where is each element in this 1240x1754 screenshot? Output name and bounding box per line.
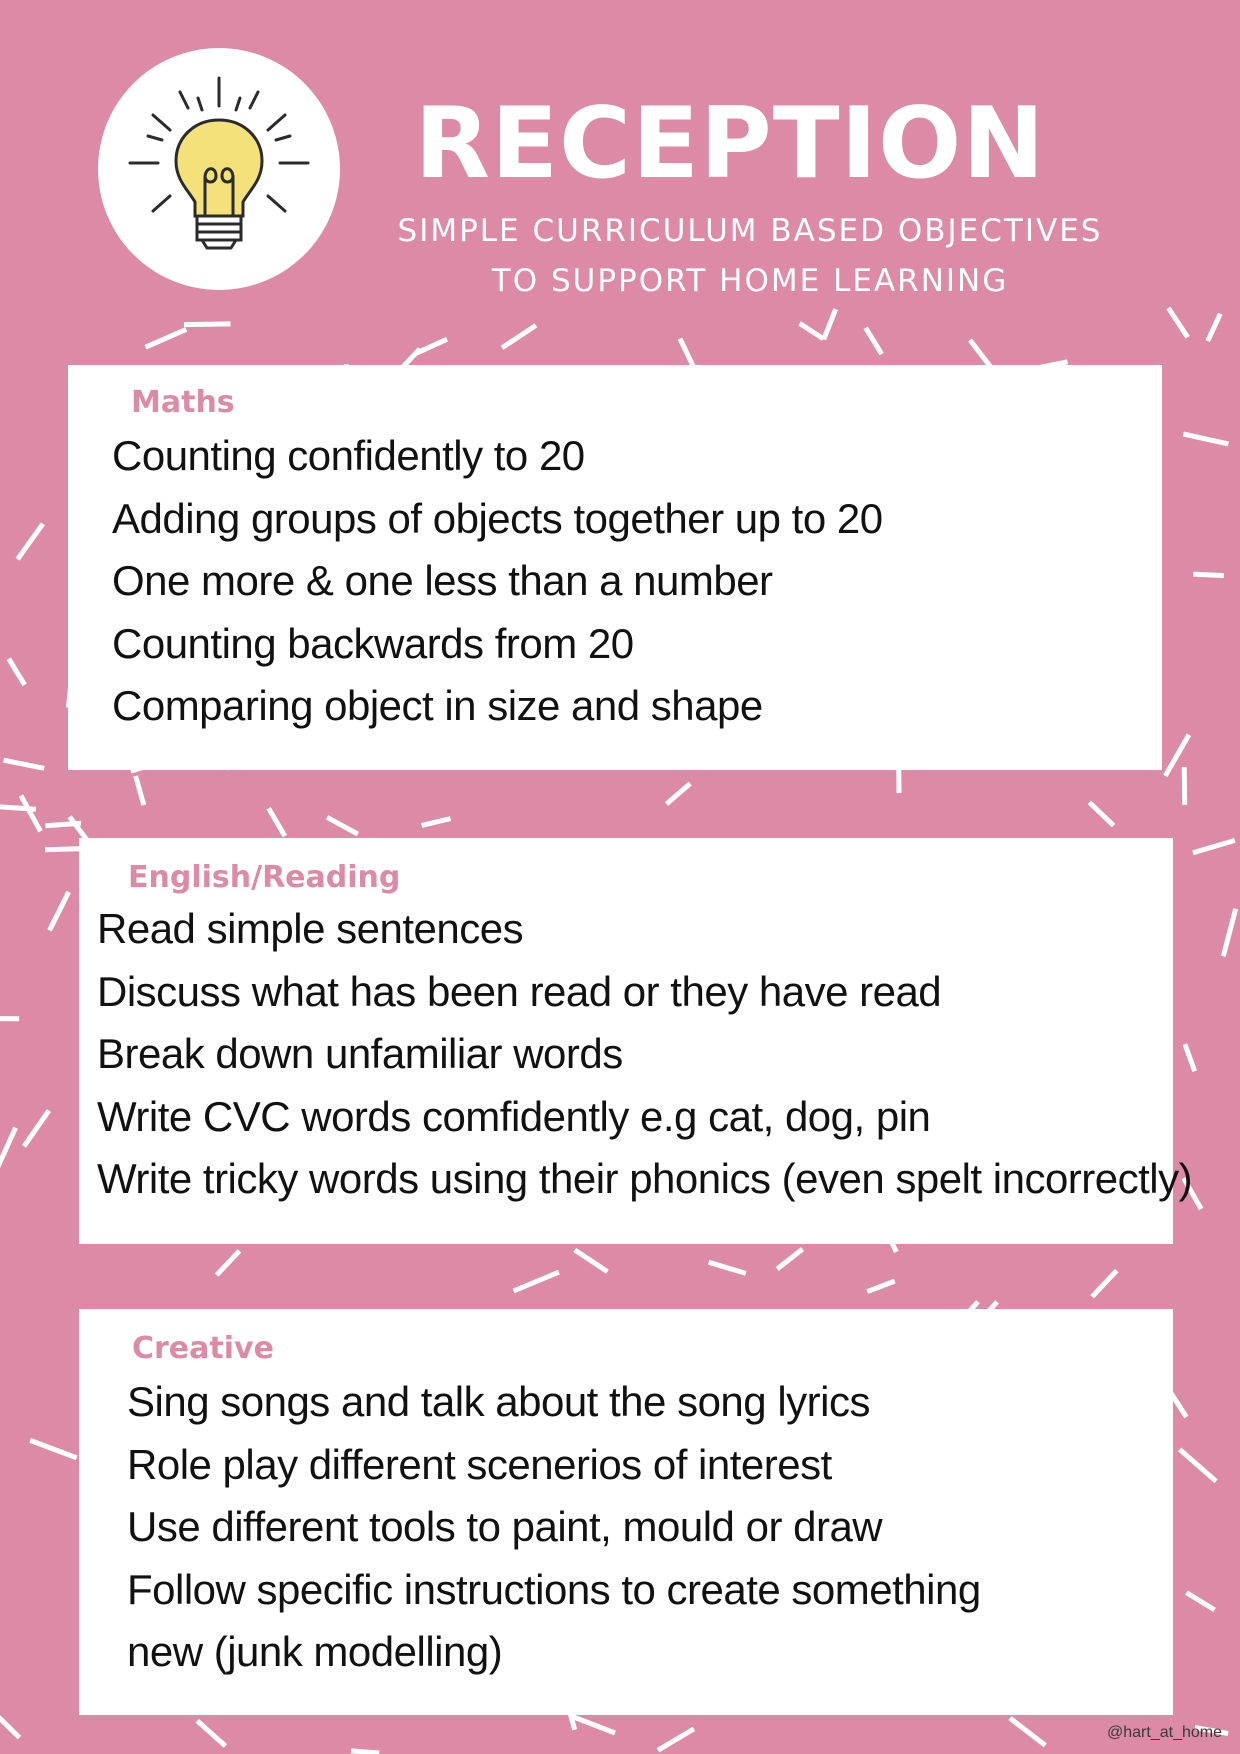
confetti-dash <box>777 1249 802 1269</box>
confetti-dash <box>269 808 285 836</box>
confetti-dash <box>1089 802 1113 825</box>
subtitle-line-2: TO SUPPORT HOME LEARNING <box>491 263 1009 299</box>
confetti-dash <box>184 324 231 325</box>
confetti-dash <box>197 1721 225 1746</box>
page-subtitle <box>360 206 1140 306</box>
list-item: Role play different scenerios of interest <box>127 1440 832 1488</box>
confetti-dash <box>1223 909 1235 956</box>
confetti-dash <box>50 892 69 931</box>
list-item: One more & one less than a number <box>112 557 773 604</box>
confetti-dash <box>1208 314 1221 341</box>
confetti-dash <box>1183 434 1228 444</box>
confetti-dash <box>45 823 81 826</box>
confetti-dash <box>4 760 45 768</box>
creative-objectives-list <box>127 1371 981 1684</box>
confetti-dash <box>1193 574 1224 576</box>
confetti-dash <box>1168 308 1187 337</box>
confetti-dash <box>866 328 882 354</box>
confetti-dash <box>709 1262 746 1273</box>
confetti-dash <box>1092 1271 1117 1297</box>
confetti-dash <box>658 1729 694 1750</box>
confetti-dash <box>327 817 358 834</box>
confetti-dash <box>867 1281 894 1292</box>
list-item: Use different tools to paint, mould or draw <box>127 1503 883 1550</box>
confetti-dash <box>1193 840 1235 852</box>
maths-heading: Maths <box>131 385 235 420</box>
list-item: Comparing object in size and shape <box>112 682 763 729</box>
maths-objectives-list <box>112 425 883 738</box>
confetti-dash <box>1180 1449 1217 1481</box>
list-item: Follow specific instructions to create something <box>127 1565 981 1613</box>
confetti-dash <box>824 309 836 339</box>
confetti-dash <box>422 819 451 826</box>
list-item: Sing songs and talk about the song lyrics <box>127 1378 870 1425</box>
confetti-dash <box>146 329 187 347</box>
english-reading-heading: English/Reading <box>128 860 401 895</box>
creative-card <box>79 1309 1173 1715</box>
confetti-dash <box>570 1716 615 1733</box>
list-item: Write CVC words comfidently e.g cat, dog, pin <box>97 1092 931 1140</box>
page-title: RECEPTION <box>414 87 1046 201</box>
list-item: Discuss what has been read or they have read <box>97 967 942 1015</box>
confetti-dash <box>351 1751 379 1753</box>
confetti-dash <box>18 524 43 559</box>
confetti-dash <box>9 659 25 685</box>
list-item: Break down unfamiliar words <box>97 1030 623 1077</box>
confetti-dash <box>21 796 41 832</box>
confetti-dash <box>217 1251 240 1275</box>
list-item: Write tricky words using their phonics (even spelt incorrectly) <box>97 1155 1193 1202</box>
confetti-dash <box>1186 1593 1214 1610</box>
confetti-dash <box>800 323 824 338</box>
confetti-dash <box>0 1128 16 1169</box>
confetti-dash <box>24 1111 49 1147</box>
confetti-dash <box>502 325 536 348</box>
list-item: Read simple sentences <box>97 905 524 952</box>
subtitle-line-1: SIMPLE CURRICULUM BASED OBJECTIVES <box>397 213 1103 249</box>
confetti-dash <box>0 806 36 809</box>
creative-heading: Creative <box>132 1331 274 1366</box>
confetti-dash <box>416 339 447 353</box>
list-item: new (junk modelling) <box>127 1628 503 1675</box>
confetti-dash <box>1184 767 1185 805</box>
author-credit: @hart_at_home <box>1107 1724 1222 1741</box>
confetti-dash <box>514 1272 559 1291</box>
confetti-dash <box>575 1250 608 1272</box>
english-objectives-list <box>97 898 1192 1211</box>
english-reading-card <box>79 838 1193 1244</box>
list-item: Adding groups of objects together up to 20 <box>112 494 883 542</box>
confetti-dash <box>667 784 691 805</box>
confetti-dash <box>1010 1718 1045 1745</box>
lightbulb-badge <box>98 48 340 290</box>
confetti-dash <box>30 1440 77 1458</box>
list-item: Counting backwards from 20 <box>112 619 634 667</box>
maths-card <box>68 365 1162 770</box>
list-item: Counting confidently to 20 <box>112 432 585 479</box>
confetti-dash <box>0 1708 20 1737</box>
lightbulb-icon <box>98 48 340 290</box>
confetti-dash <box>45 849 83 850</box>
confetti-dash <box>136 776 144 805</box>
